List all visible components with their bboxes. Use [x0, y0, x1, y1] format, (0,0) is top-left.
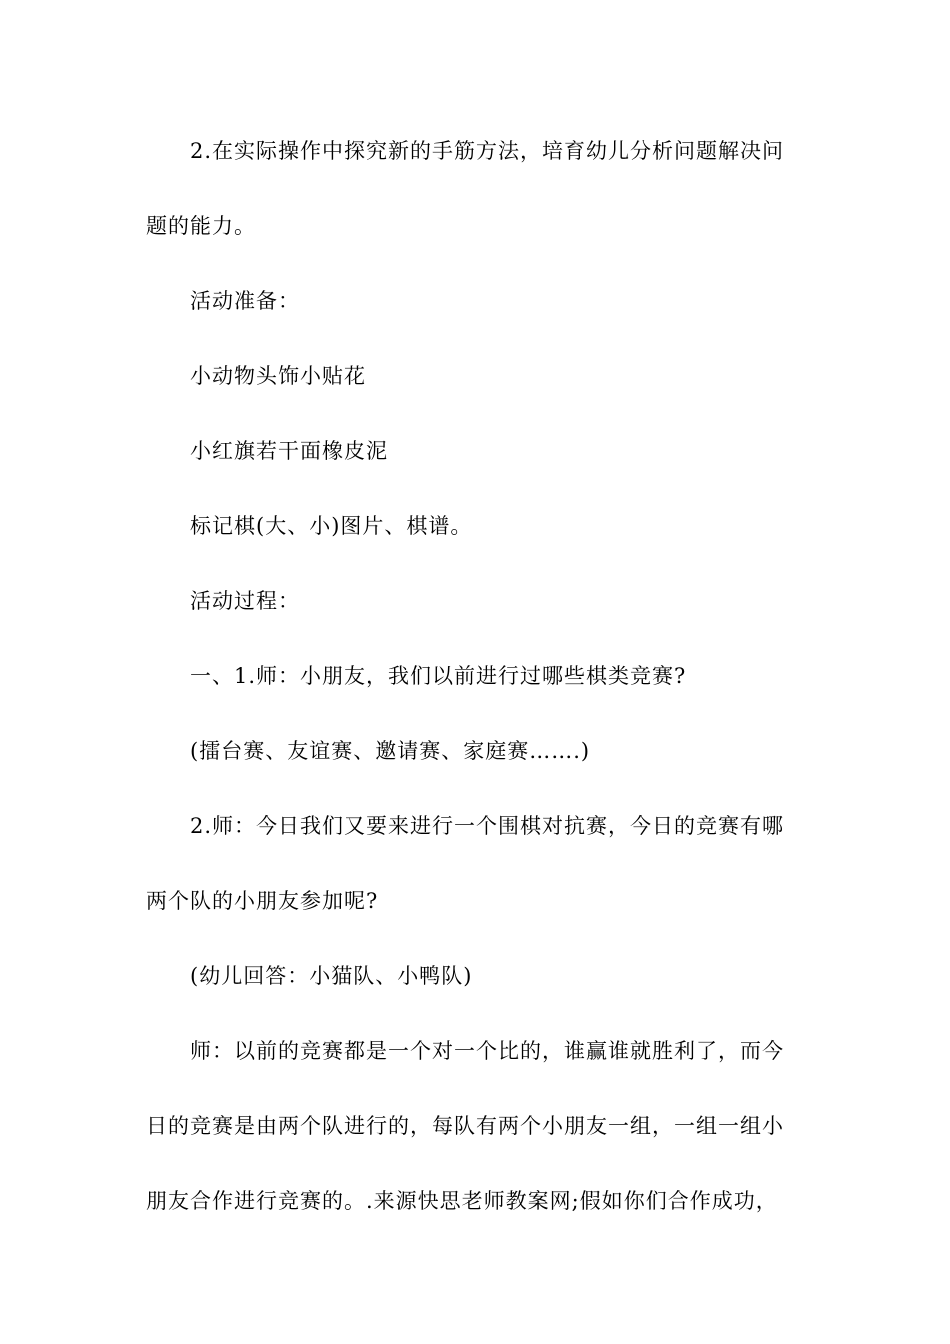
- text-line: 活动准备：: [190, 289, 300, 313]
- heading-activity-process: [146, 581, 806, 656]
- paragraph-teacher-explanation: [146, 1031, 806, 1256]
- paragraph-answer-1: [146, 731, 806, 806]
- text-line: 2.在实际操作中探究新的手筋方法，培育幼儿分析问题解决问: [190, 139, 785, 163]
- paragraph-objective-2: [146, 131, 806, 281]
- paragraph-materials-3: [146, 506, 806, 581]
- text-line: 活动过程：: [190, 589, 300, 613]
- paragraph-step-1-2: [146, 806, 806, 956]
- paragraph-step-1-1: [146, 656, 806, 731]
- paragraph-answer-2: [146, 956, 806, 1031]
- text-line: 朋友合作进行竞赛的。.来源快思老师教案网;假如你们合作成功，: [146, 1189, 778, 1213]
- text-line: 标记棋(大、小)图片、棋谱。: [190, 514, 473, 538]
- paragraph-materials-1: [146, 356, 806, 431]
- heading-activity-preparation: [146, 281, 806, 356]
- text-line: 日的竞赛是由两个队进行的，每队有两个小朋友一组，一组一组小: [146, 1114, 784, 1138]
- text-line: 题的能力。: [146, 214, 256, 238]
- text-line: (擂台赛、友谊赛、邀请赛、家庭赛…….): [190, 739, 591, 763]
- document-body: [146, 131, 806, 1256]
- text-line: 小红旗若干面橡皮泥: [190, 439, 388, 463]
- text-line: (幼儿回答：小猫队、小鸭队): [190, 964, 473, 988]
- text-line: 师：以前的竞赛都是一个对一个比的，谁赢谁就胜利了，而今: [190, 1039, 784, 1063]
- text-line: 2.师：今日我们又要来进行一个围棋对抗赛，今日的竞赛有哪: [190, 814, 785, 838]
- text-line: 一、1.师：小朋友，我们以前进行过哪些棋类竞赛?: [190, 664, 687, 688]
- text-line: 小动物头饰小贴花: [190, 364, 366, 388]
- paragraph-materials-2: [146, 431, 806, 506]
- text-line: 两个队的小朋友参加呢?: [146, 889, 379, 913]
